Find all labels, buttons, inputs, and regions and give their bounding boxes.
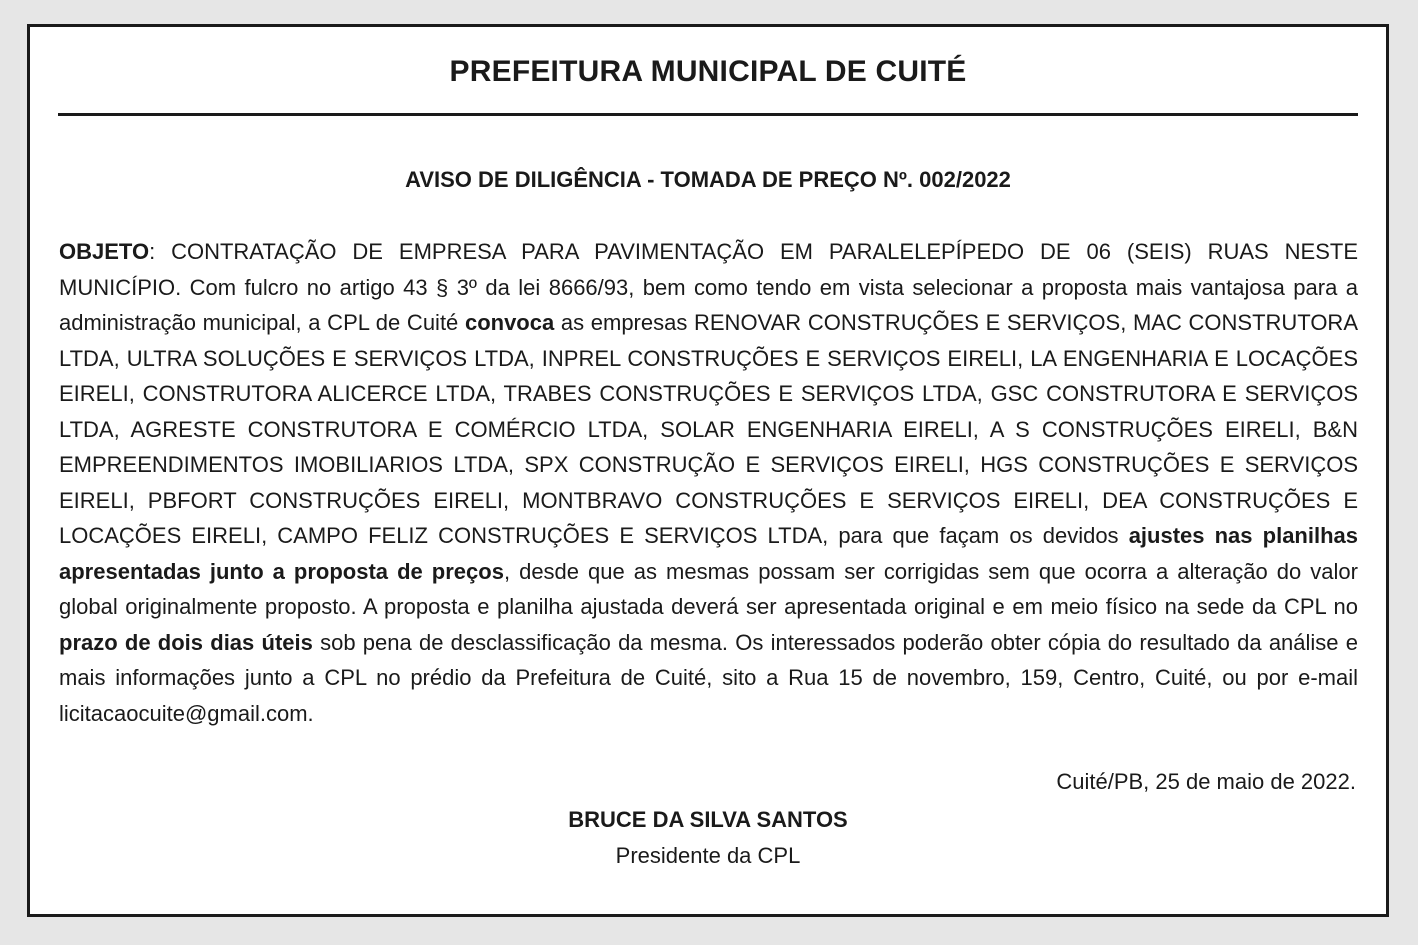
notice-title: AVISO DE DILIGÊNCIA - TOMADA DE PREÇO Nº. 002/2022 [405,167,1011,192]
date-line: Cuité/PB, 25 de maio de 2022. [1056,769,1356,794]
bold-convoca: convoca [464,310,555,335]
body-segment-1: : CONTRATAÇÃO DE EMPRESA PARA PAVIMENTAÇÃO EM PARALELEPÍPEDO DE 06 (SEIS) RUAS NESTE MUNICÍPIO. Com fulcro no artigo 43 § 3º da lei 8666/93, bem como tendo em vista selecionar a proposta mais vantajosa para a administração municipal, a CPL de Cuité [59,239,1358,335]
header-divider [58,113,1358,116]
signature-role: Presidente da CPL [615,843,801,868]
bold-prazo: prazo de dois dias úteis [59,629,313,655]
page-title: PREFEITURA MUNICIPAL DE CUITÉ [449,55,967,88]
body-segment-4: sob pena de desclassificação da mesma. Os interessados poderão obter cópia do resultado da análise e mais informações junto a CPL no prédio da Prefeitura de Cuité, sito a Rua 15 de novembro, 159, Centro, Cuité, ou por e-mail licitacaocuite@gmail.com. [59,629,1359,726]
body-segment-3: , desde que as mesmas possam ser corrigidas sem que ocorra a alteração do valor global originalmente proposto. A proposta e planilha ajustada deverá ser apresentada original e em meio físico na sede da CPL no [59,558,1358,619]
bold-ajustes: ajustes nas planilhas apresentadas junto a proposta de preços [59,523,1359,584]
object-label: OBJETO [59,239,150,264]
body-segment-2: as empresas RENOVAR CONSTRUÇÕES E SERVIÇOS, MAC CONSTRUTORA LTDA, ULTRA SOLUÇÕES E SERVIÇOS LTDA, INPREL CONSTRUÇÕES E SERVIÇOS EIRELI, LA ENGENHARIA E LOCAÇÕES EIRELI, CONSTRUTORA ALICERCE LTDA, TRABES CONSTRUÇÕES E SERVIÇOS LTDA, GSC CONSTRUTORA E SERVIÇOS LTDA, AGRESTE CONSTRUTORA E COMÉRCIO LTDA, SOLAR ENGENHARIA EIRELI, A S CONSTRUÇÕES EIRELI, B&N EMPREENDIMENTOS IMOBILIARIOS LTDA, SPX CONSTRUÇÃO E SERVIÇOS EIRELI, HGS CONSTRUÇÕES E SERVIÇOS EIRELI, PBFORT CONSTRUÇÕES EIRELI, MONTBRAVO CONSTRUÇÕES E SERVIÇOS EIRELI, DEA CONSTRUÇÕES E LOCAÇÕES EIRELI, CAMPO FELIZ CONSTRUÇÕES E SERVIÇOS LTDA, para que façam os devidos [59,310,1358,548]
notice-box [27,24,1389,917]
notice-body [59,234,1358,731]
signature-name: BRUCE DA SILVA SANTOS [568,807,848,832]
